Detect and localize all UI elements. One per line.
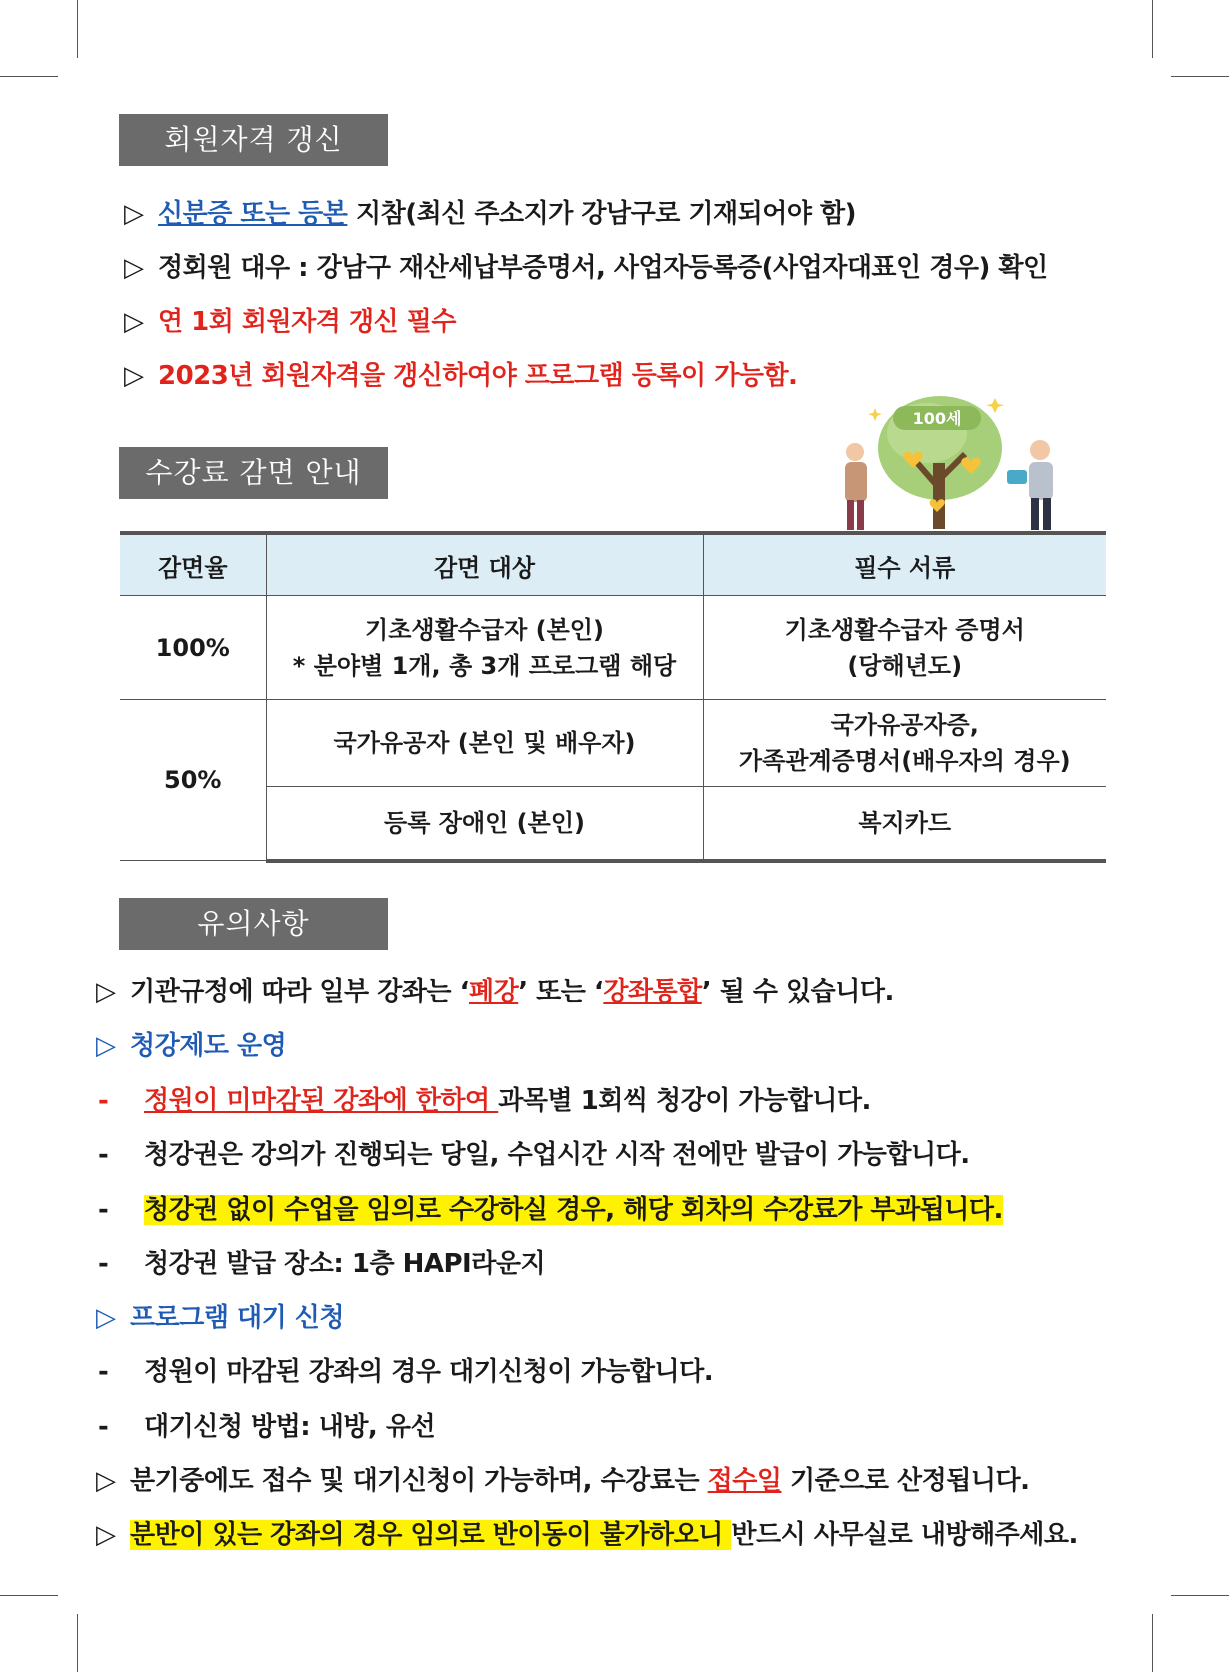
membership-line-regular-text: 정회원 대우 : 강남구 재산세납부증명서, 사업자등록증(사업자대표인 경우) 확인 bbox=[158, 253, 1048, 283]
notice-fee-calculation bbox=[96, 1463, 1030, 1499]
notice-text: ’ 또는 ‘ bbox=[518, 977, 604, 1007]
fee-reduction-table bbox=[120, 531, 1106, 863]
triangle-icon: ▷ bbox=[124, 253, 144, 283]
document-line: 기초생활수급자 증명서 bbox=[784, 615, 1025, 644]
header-documents: 필수 서류 bbox=[703, 533, 1106, 596]
document-cell bbox=[703, 596, 1106, 700]
audit-item-text: 청강권은 강의가 진행되는 당일, 수업시간 시작 전에만 발급이 가능합니다. bbox=[144, 1140, 970, 1170]
membership-line-id-text: 지참(최신 주소지가 강남구로 기재되어야 함) bbox=[347, 199, 857, 229]
audit-title-text: 청강제도 운영 bbox=[130, 1031, 287, 1061]
notice-class-change bbox=[96, 1517, 1078, 1553]
audit-item-text: 과목별 1회씩 청강이 가능합니다. bbox=[498, 1086, 871, 1116]
membership-line-regular bbox=[124, 250, 1048, 286]
dash-bullet: - bbox=[98, 1195, 109, 1225]
crop-mark bbox=[1171, 1595, 1229, 1596]
waitlist-item-text: 정원이 마감된 강좌의 경우 대기신청이 가능합니다. bbox=[144, 1357, 714, 1387]
triangle-icon: ▷ bbox=[96, 977, 116, 1007]
notice-cancellation bbox=[96, 974, 894, 1010]
audit-item-highlight: 정원이 미마감된 강좌에 한하여 bbox=[144, 1086, 499, 1116]
waitlist-item-text: 대기신청 방법: 내방, 유선 bbox=[144, 1412, 436, 1442]
triangle-icon: ▷ bbox=[96, 1520, 116, 1550]
waitlist-title bbox=[96, 1300, 344, 1336]
elderly-tree-illustration bbox=[835, 388, 1065, 533]
triangle-icon: ▷ bbox=[96, 1031, 116, 1061]
section-title-fee-reduction: 수강료 감면 안내 bbox=[119, 447, 388, 499]
document-line: (당해년도) bbox=[847, 651, 963, 680]
notice-text: ’ 될 수 있습니다. bbox=[701, 977, 894, 1007]
crop-mark bbox=[1152, 1614, 1153, 1672]
dash-bullet: - bbox=[98, 1412, 109, 1442]
table-header-row bbox=[120, 533, 1106, 596]
merge-highlight: 강좌통합 bbox=[603, 977, 702, 1007]
header-target: 감면 대상 bbox=[266, 533, 703, 596]
crop-mark bbox=[1171, 76, 1229, 77]
membership-line-2023 bbox=[124, 358, 797, 394]
target-line: 기초생활수급자 (본인) bbox=[365, 615, 604, 644]
membership-line-id bbox=[124, 196, 856, 232]
notice-text: 기준으로 산정됩니다. bbox=[781, 1466, 1030, 1496]
audit-item bbox=[98, 1083, 871, 1119]
crop-mark bbox=[0, 76, 58, 77]
dash-bullet: - bbox=[98, 1086, 109, 1116]
id-document-link[interactable]: 신분증 또는 등본 bbox=[158, 199, 348, 229]
document-cell bbox=[703, 700, 1106, 787]
notice-highlight: 분반이 있는 강좌의 경우 임의로 반이동이 불가하오니 bbox=[130, 1520, 732, 1550]
waitlist-item bbox=[98, 1354, 713, 1390]
section-title-notices: 유의사항 bbox=[119, 898, 388, 950]
triangle-icon: ▷ bbox=[124, 361, 144, 391]
receipt-date-highlight: 접수일 bbox=[707, 1466, 782, 1496]
notice-text: 분기중에도 접수 및 대기신청이 가능하며, 수강료는 bbox=[130, 1466, 708, 1496]
target-cell: 국가유공자 (본인 및 배우자) bbox=[266, 700, 703, 787]
dash-bullet: - bbox=[98, 1357, 109, 1387]
audit-title bbox=[96, 1028, 286, 1064]
crop-mark bbox=[1152, 0, 1153, 58]
crop-mark bbox=[77, 1614, 78, 1672]
table-row bbox=[120, 596, 1106, 700]
triangle-icon: ▷ bbox=[96, 1466, 116, 1496]
triangle-icon: ▷ bbox=[124, 199, 144, 229]
audit-item bbox=[98, 1137, 970, 1173]
audit-item-text: 청강권 발급 장소: 1층 HAPI라운지 bbox=[144, 1249, 546, 1279]
section-title-membership: 회원자격 갱신 bbox=[119, 114, 388, 166]
header-rate: 감면율 bbox=[120, 533, 266, 596]
waitlist-title-text: 프로그램 대기 신청 bbox=[130, 1303, 345, 1333]
triangle-icon: ▷ bbox=[96, 1303, 116, 1333]
document-line: 가족관계증명서(배우자의 경우) bbox=[738, 747, 1071, 775]
notice-text: 기관규정에 따라 일부 강좌는 ‘ bbox=[130, 977, 469, 1007]
closure-highlight: 폐강 bbox=[468, 977, 519, 1007]
membership-line-renewal-text: 연 1회 회원자격 갱신 필수 bbox=[158, 307, 456, 337]
target-cell: 등록 장애인 (본인) bbox=[266, 787, 703, 861]
triangle-icon: ▷ bbox=[124, 307, 144, 337]
waitlist-item bbox=[98, 1409, 435, 1445]
audit-item bbox=[98, 1246, 545, 1282]
crop-mark bbox=[77, 0, 78, 58]
table-row bbox=[120, 787, 1106, 861]
illustration-100-label: 100세 bbox=[912, 409, 962, 428]
audit-item-text: 청강권 없이 수업을 임의로 수강하실 경우, 해당 회차의 수강료가 부과됩니다. bbox=[144, 1195, 1003, 1225]
table-row bbox=[120, 700, 1106, 787]
document-cell: 복지카드 bbox=[703, 787, 1106, 861]
dash-bullet: - bbox=[98, 1249, 109, 1279]
dash-bullet: - bbox=[98, 1140, 109, 1170]
rate-cell: 100% bbox=[120, 596, 266, 700]
target-cell bbox=[266, 596, 703, 700]
audit-item bbox=[98, 1192, 1003, 1228]
membership-line-renewal bbox=[124, 304, 456, 340]
target-note: * 분야별 1개, 총 3개 프로그램 해당 bbox=[292, 651, 677, 680]
crop-mark bbox=[0, 1595, 58, 1596]
rate-cell: 50% bbox=[120, 700, 266, 861]
document-line: 국가유공자증, bbox=[830, 711, 979, 739]
notice-text: 반드시 사무실로 내방해주세요. bbox=[731, 1520, 1078, 1550]
membership-line-2023-text: 2023년 회원자격을 갱신하여야 프로그램 등록이 가능함. bbox=[158, 361, 798, 391]
